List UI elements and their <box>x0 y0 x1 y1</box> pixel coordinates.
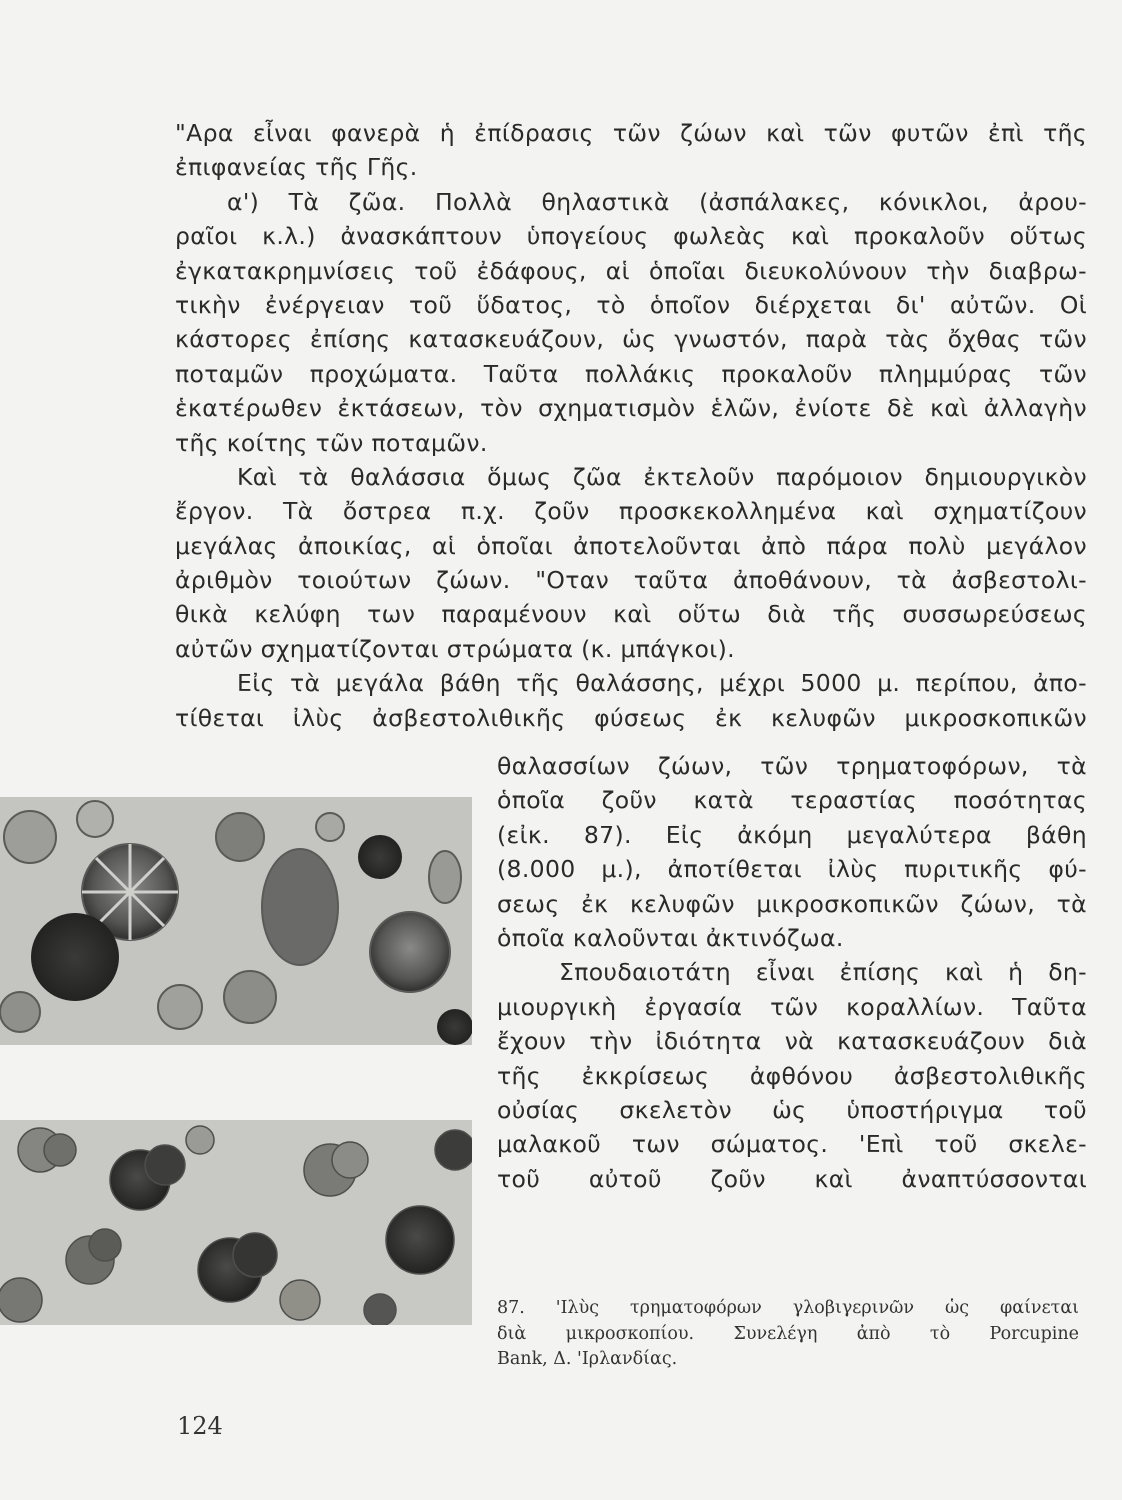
caption-line: Bank, Δ. 'Ιρλανδίας. <box>497 1349 678 1369</box>
text-line: "Αρα εἶναι φανερὰ ἡ ἐπίδρασις τῶν ζώων καὶ τῶν φυτῶν ἐπὶ τῆς <box>175 119 1087 147</box>
caption-line: 87. 'Ιλὺς τρηματοφόρων γλοβιγερινῶν ὡς φαίνεται <box>497 1298 1079 1318</box>
text-line: μαλακοῦ των σώματος. 'Επὶ τοῦ σκελε- <box>497 1130 1087 1159</box>
text-line: ποταμῶν προχώματα. Ταῦτα πολλάκις προκαλοῦν πλημμύρας τῶν <box>175 359 1087 388</box>
text-line: (εἰκ. 87). Εἰς ἀκόμη μεγαλύτερα βάθη <box>497 820 1087 849</box>
text-line: σεως ἐκ κελυφῶν μικροσκοπικῶν ζώων, τὰ <box>497 889 1087 918</box>
text-line: α') Τὰ ζῶα. Πολλὰ θηλαστικὰ (ἀσπάλακες, κόνικλοι, ἀρου- <box>227 187 1087 216</box>
text-line: ὁποῖα ζοῦν κατὰ τεραστίας ποσότητας <box>497 786 1087 815</box>
text-line: τοῦ αὐτοῦ ζοῦν καὶ ἀναπτύσσονται <box>497 1164 1087 1193</box>
text-line: Εἰς τὰ μεγάλα βάθη τῆς θαλάσσης, μέχρι 5000 μ. περίπου, ἀπο- <box>237 669 1087 698</box>
right-column-text <box>497 749 1087 1196</box>
figure-caption <box>497 1296 1079 1373</box>
text-line: τῆς κοίτης τῶν ποταμῶν. <box>175 428 488 457</box>
text-line: κάστορες ἐπίσης κατασκευάζουν, ὡς γνωστόν, παρὰ τὰς ὄχθας τῶν <box>175 325 1087 354</box>
text-line: μιουργικὴ ἐργασία τῶν κοραλλίων. Ταῦτα <box>497 992 1087 1021</box>
text-line: αὐτῶν σχηματίζονται στρώματα (κ. μπάγκοι). <box>175 634 735 663</box>
text-line: Σπουδαιοτάτη εἶναι ἐπίσης καὶ ἡ δη- <box>559 958 1087 987</box>
text-line: ἐπιφανείας τῆς Γῆς. <box>175 153 418 182</box>
text-line: τῆς ἐκκρίσεως ἀφθόνου ἀσβεστολιθικῆς <box>497 1061 1087 1090</box>
text-line: (8.000 μ.), ἀποτίθεται ἰλὺς πυριτικῆς φύ- <box>497 855 1087 884</box>
text-line: τικὴν ἐνέργειαν τοῦ ὕδατος, τὸ ὁποῖον διέρχεται δι' αὐτῶν. Οἱ <box>175 290 1087 319</box>
text-line: μεγάλας ἀποικίας, αἱ ὁποῖαι ἀποτελοῦνται ἀπὸ πάρα πολὺ μεγάλον <box>175 531 1087 560</box>
text-line: τίθεται ἰλὺς ἀσβεστολιθικῆς φύσεως ἐκ κελυφῶν μικροσκοπικῶν <box>175 703 1087 732</box>
text-line: ἔχουν τὴν ἰδιότητα νὰ κατασκευάζουν διὰ <box>497 1027 1087 1056</box>
text-line: ραῖοι κ.λ.) ἀνασκάπτουν ὑπογείους φωλεὰς καὶ προκαλοῦν οὕτως <box>175 222 1087 251</box>
text-line: ἐγκατακρημνίσεις τοῦ ἐδάφους, αἱ ὁποῖαι διευκολύνουν τὴν διαβρω- <box>175 256 1087 285</box>
text-line: ἑκατέρωθεν ἐκτάσεων, τὸν σχηματισμὸν ἑλῶν, ἐνίοτε δὲ καὶ ἀλλαγὴν <box>175 394 1087 423</box>
text-line: Καὶ τὰ θαλάσσια ὅμως ζῶα ἐκτελοῦν παρόμοιον δημιουργικὸν <box>237 462 1087 491</box>
micrograph-photo-top <box>0 797 472 1045</box>
page-number: 124 <box>177 1412 223 1440</box>
caption-line: διὰ μικροσκοπίου. Συνελέγη ἀπὸ τὸ Porcupine <box>497 1323 1079 1344</box>
text-line: θικὰ κελύφη των παραμένουν καὶ οὕτω διὰ τῆς συσσωρεύσεως <box>175 600 1087 629</box>
text-line: ὁποῖα καλοῦνται ἀκτινόζωα. <box>497 923 844 952</box>
text-line: θαλασσίων ζώων, τῶν τρηματοφόρων, τὰ <box>497 752 1087 780</box>
text-line: οὐσίας σκελετὸν ὡς ὑποστήριγμα τοῦ <box>497 1095 1087 1124</box>
text-line: ἀριθμὸν τοιούτων ζώων. "Οταν ταῦτα ἀποθάνουν, τὰ ἀσβεστολι- <box>175 566 1087 595</box>
micrograph-photo-bottom <box>0 1120 472 1325</box>
main-text-block <box>175 116 1087 735</box>
text-line: ἔργον. Τὰ ὄστρεα π.χ. ζοῦν προσκεκολλημένα καὶ σχηματίζουν <box>175 497 1087 526</box>
